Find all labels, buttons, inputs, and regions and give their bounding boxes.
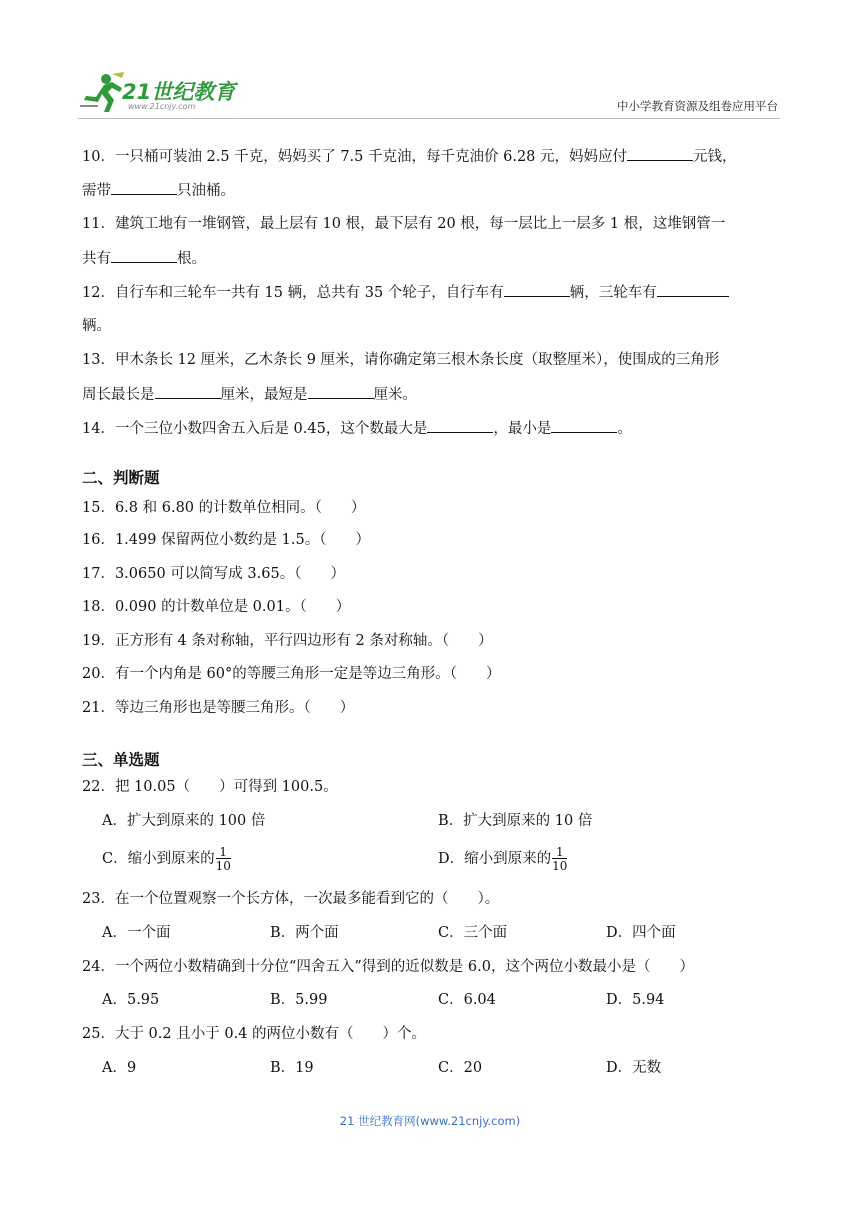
answer-blank[interactable] (657, 282, 729, 297)
question-10-line2: 需带 只油桶。 (82, 180, 235, 201)
footer-link[interactable]: 21 世纪教育网(www.21cnjy.com) (339, 1114, 521, 1128)
question-23-stem: 23．在一个位置观察一个长方体，一次最多能看到它的（ ）。 (82, 891, 500, 907)
answer-blank[interactable] (427, 418, 493, 433)
option-23-b[interactable]: B．两个面 (270, 925, 339, 941)
judgement-item-20: 20．有一个内角是 60°的等腰三角形一定是等边三角形。（ ） (82, 666, 501, 682)
judgement-item-17: 17．3.0650 可以简写成 3.65。（ ） (82, 566, 345, 582)
question-12-line1: 12．自行车和三轮车一共有 15 辆，总共有 35 个轮子，自行车有 辆，三轮车有 (82, 282, 729, 303)
answer-blank[interactable] (627, 146, 693, 161)
option-23-d[interactable]: D．四个面 (606, 925, 676, 941)
answer-blank[interactable] (308, 384, 374, 399)
option-22-c[interactable]: C．缩小到原来的 $\frac{1}{10}$ (102, 845, 231, 873)
judgement-item-15: 15．6.8 和 6.80 的计数单位相同。（ ） (82, 500, 366, 516)
fraction-one-tenth: $\frac{1}{10}$ (552, 845, 568, 873)
answer-blank[interactable] (111, 248, 177, 263)
question-11-line1: 11．建筑工地有一堆钢管，最上层有 10 根，最下层有 20 根，每一层比上一层多 1 根，这堆钢管一 (82, 216, 726, 232)
question-14: 14．一个三位小数四舍五入后是 0.45，这个数最大是 ，最小是 。 (82, 418, 632, 439)
question-13-line2: 周长最长是 厘米，最短是 厘米。 (82, 384, 417, 405)
logo-text: 21世纪教育 (122, 80, 236, 104)
runner-logo-icon (78, 70, 126, 114)
judgement-item-18: 18．0.090 的计数单位是 0.01。（ ） (82, 599, 351, 615)
judgement-item-21: 21．等边三角形也是等腰三角形。（ ） (82, 700, 355, 716)
judgement-item-16: 16．1.499 保留两位小数约是 1.5。（ ） (82, 532, 370, 548)
judgement-item-19: 19．正方形有 4 条对称轴，平行四边形有 2 条对称轴。（ ） (82, 633, 493, 649)
option-22-b[interactable]: B．扩大到原来的 10 倍 (438, 813, 593, 829)
option-24-a[interactable]: A．5.95 (102, 992, 160, 1008)
option-24-b[interactable]: B．5.99 (270, 992, 328, 1008)
option-22-a[interactable]: A．扩大到原来的 100 倍 (102, 813, 266, 829)
question-24-stem: 24．一个两位小数精确到十分位“四舍五入”得到的近似数是 6.0，这个两位小数最小是（ ） (82, 959, 694, 975)
option-25-a[interactable]: A．9 (102, 1060, 137, 1076)
answer-blank[interactable] (551, 418, 617, 433)
option-24-d[interactable]: D．5.94 (606, 992, 665, 1008)
option-25-c[interactable]: C．20 (438, 1060, 483, 1076)
logo-url: www.21cnjy.com (128, 102, 196, 111)
option-25-d[interactable]: D．无数 (606, 1060, 662, 1076)
option-25-b[interactable]: B．19 (270, 1060, 314, 1076)
option-23-a[interactable]: A．一个面 (102, 925, 171, 941)
header-logo (78, 70, 248, 114)
section-title-single-choice: 三、单选题 (82, 751, 160, 769)
question-10-line1: 10．一只桶可装油 2.5 千克，妈妈买了 7.5 千克油，每千克油价 6.28 元，妈妈应付 元钱， (82, 146, 737, 167)
option-22-d[interactable]: D．缩小到原来的 $\frac{1}{10}$ (438, 845, 568, 873)
section-title-judgement: 二、判断题 (82, 469, 160, 487)
question-12-line2: 辆。 (82, 318, 111, 334)
header-divider (78, 118, 780, 119)
answer-blank[interactable] (155, 384, 221, 399)
question-11-line2: 共有 根。 (82, 248, 206, 269)
fraction-one-tenth: $\frac{1}{10}$ (215, 845, 231, 873)
question-25-stem: 25．大于 0.2 且小于 0.4 的两位小数有（ ）个。 (82, 1026, 427, 1042)
platform-name: 中小学教育资源及组卷应用平台 (617, 99, 778, 113)
answer-blank[interactable] (111, 180, 177, 195)
option-24-c[interactable]: C．6.04 (438, 992, 496, 1008)
question-13-line1: 13．甲木条长 12 厘米，乙木条长 9 厘米，请你确定第三根木条长度（取整厘米），使围成的三角形 (82, 352, 720, 368)
option-23-c[interactable]: C．三个面 (438, 925, 508, 941)
question-22-stem: 22．把 10.05（ ）可得到 100.5。 (82, 779, 338, 795)
answer-blank[interactable] (504, 282, 570, 297)
